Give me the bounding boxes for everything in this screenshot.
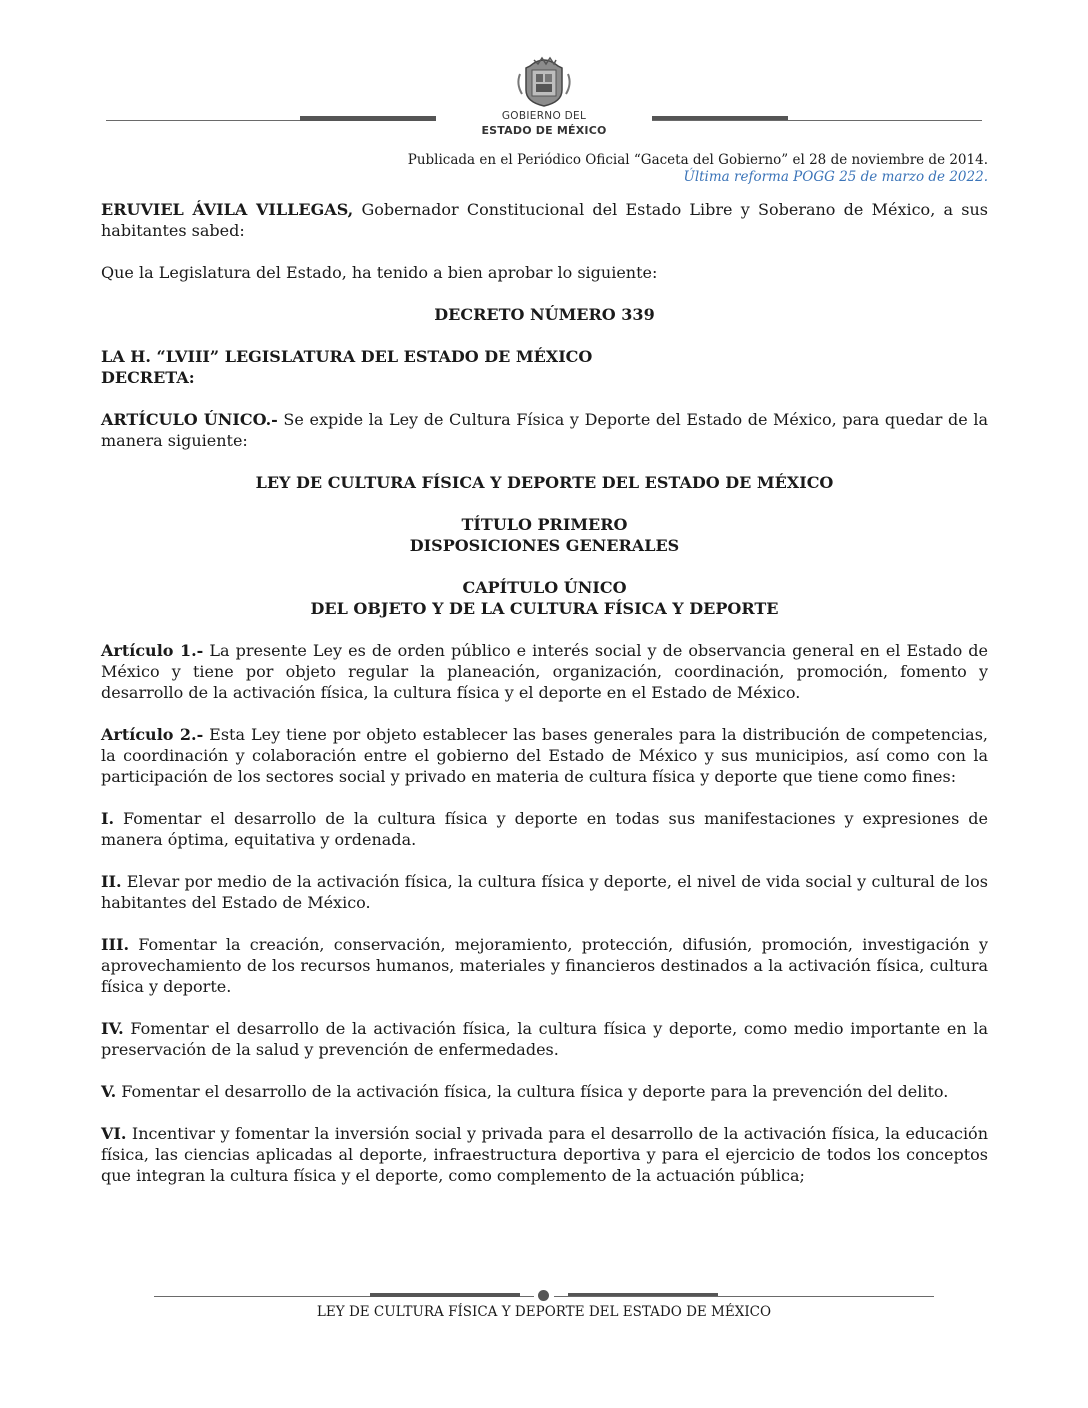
governor-paragraph: ERUVIEL ÁVILA VILLEGAS, Gobernador Constitucional del Estado Libre y Soberano de México, a sus habitantes sabed:	[101, 200, 988, 240]
header-rule-left-thick	[300, 116, 436, 121]
publication-date: Publicada en el Periódico Oficial “Gaceta del Gobierno” el 28 de noviembre de 2014.	[407, 152, 988, 168]
fraction-ii: II. Elevar por medio de la activación física, la cultura física y deporte, el nivel de vida social y cultural de los habitantes del Estado de México.	[101, 872, 988, 912]
government-name-line1: GOBIERNO DEL	[501, 110, 587, 122]
fraction-iii: III. Fomentar la creación, conservación, mejoramiento, protección, difusión, promoción, investigación y aprovechamiento de los recursos humanos, materiales y financieros destinados a la activación física, cultura física y deporte.	[101, 935, 988, 996]
fraction-iv: IV. Fomentar el desarrollo de la activación física, la cultura física y deporte, como medio importante en la preservación de la salud y prevención de enfermedades.	[101, 1019, 988, 1059]
governor-name: ERUVIEL ÁVILA VILLEGAS,	[101, 200, 354, 219]
document-footer	[0, 1286, 1088, 1326]
fraction-vi: VI. Incentivar y fomentar la inversión social y privada para el desarrollo de la activación física, la educación física, las ciencias aplicadas al deporte, infraestructura deportiva y para el ejercicio de todos los conceptos que integran la cultura física y el deporte, como complemento de la actuación pública;	[101, 1124, 988, 1185]
document-header	[0, 48, 1088, 144]
last-reform-date: Última reforma POGG 25 de marzo de 2022.	[683, 169, 988, 185]
government-name-line2: ESTADO DE MÉXICO	[481, 124, 607, 137]
legislature-intro: Que la Legislatura del Estado, ha tenido a bien aprobar lo siguiente:	[101, 263, 658, 282]
titulo-heading: TÍTULO PRIMERO DISPOSICIONES GENERALES	[409, 515, 680, 555]
state-seal-icon	[512, 54, 576, 108]
fraction-i: I. Fomentar el desarrollo de la cultura física y deporte en todas sus manifestaciones y expresiones de manera óptima, equitativa y ordenada.	[101, 809, 988, 849]
capitulo-heading: CAPÍTULO ÚNICO DEL OBJETO Y DE LA CULTURA FÍSICA Y DEPORTE	[310, 578, 779, 618]
article-1: Artículo 1.- La presente Ley es de orden público e interés social y de observancia general en el Estado de México y tiene por objeto regular la planeación, organización, coordinación, promoción, fomento y desarrollo de la activación física, la cultura física y el deporte en el Estado de México.	[101, 641, 988, 702]
header-rule-right-thin	[652, 120, 982, 121]
footer-law-title: LEY DE CULTURA FÍSICA Y DEPORTE DEL ESTADO DE MÉXICO	[316, 1304, 772, 1320]
footer-rule-right-thin	[554, 1296, 934, 1297]
publication-note	[408, 152, 988, 186]
legislature-heading: LA H. “LVIII” LEGISLATURA DEL ESTADO DE MÉXICO DECRETA:	[101, 347, 593, 387]
articulo-unico: ARTÍCULO ÚNICO.- Se expide la Ley de Cultura Física y Deporte del Estado de México, para quedar de la manera siguiente:	[101, 410, 988, 450]
fraction-v: V. Fomentar el desarrollo de la activación física, la cultura física y deporte para la prevención del delito.	[101, 1082, 949, 1101]
footer-rule-left-thick	[370, 1293, 520, 1297]
document-body	[101, 199, 988, 1207]
decree-number: DECRETO NÚMERO 339	[434, 305, 655, 324]
law-title: LEY DE CULTURA FÍSICA Y DEPORTE DEL ESTADO DE MÉXICO	[255, 473, 834, 492]
footer-dot-icon	[538, 1290, 549, 1301]
article-2: Artículo 2.- Esta Ley tiene por objeto establecer las bases generales para la distribución de competencias, la coordinación y colaboración entre el gobierno del Estado de México y sus municipios, así como con la participación de los sectores social y privado en materia de cultura física y deporte que tiene como fines:	[101, 725, 988, 786]
